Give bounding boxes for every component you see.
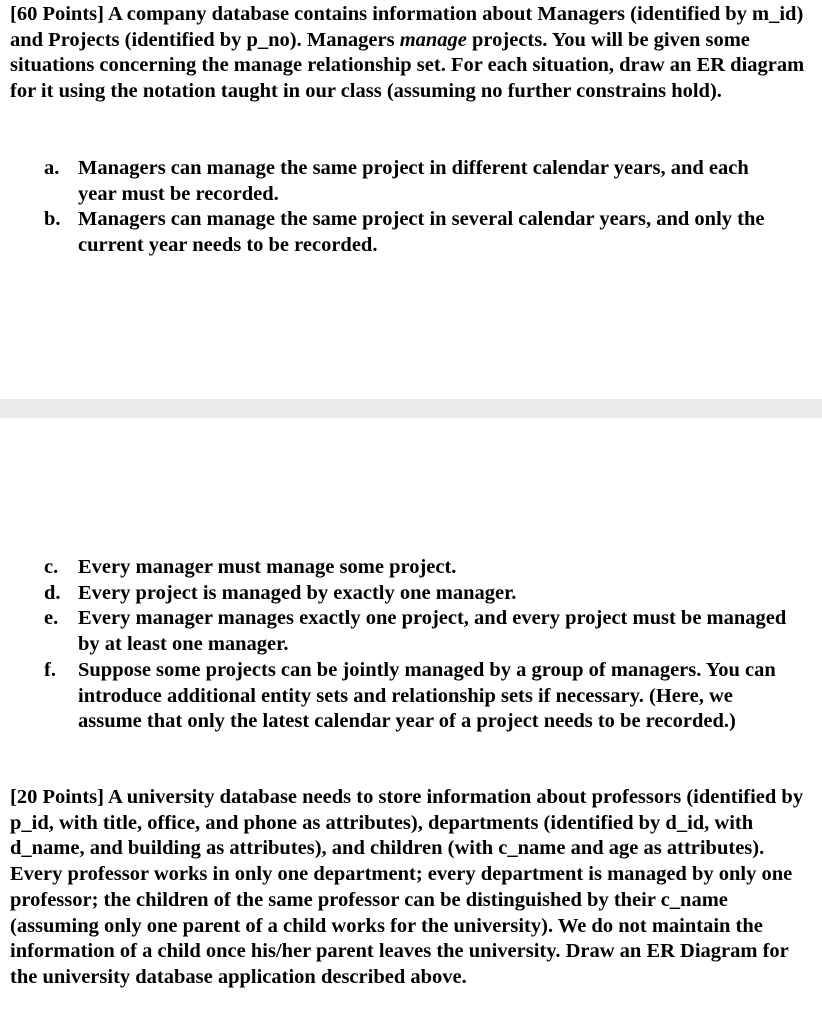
item-letter: f. <box>44 658 56 681</box>
item-text: Every project is managed by exactly one manager. <box>78 581 517 604</box>
question-1-text-before: [60 Points] A company database contains information about Managers (identified by m_id) and Projects (identified by p_no). Managers <box>10 3 804 51</box>
list-item <box>0 658 822 735</box>
list-item <box>0 555 822 581</box>
list-item <box>0 581 822 607</box>
item-letter: b. <box>44 208 61 231</box>
question-2-text: [20 Points] A university database needs to store information about professors (identified by p_id, with title, office, and phone as attributes), departments (identified by d_id, with d_name, and building as attributes), and children (with c_name and age as attributes). Every professor works in only one department; every department is managed by only one professor; the children of the same professor can be distinguished by their c_name (assuming only one parent of a child works for the university). We do not maintain the information of a child once his/her parent leaves the university. Draw an ER Diagram for the university database application described above. <box>10 786 804 988</box>
item-letter: e. <box>44 607 59 630</box>
item-letter: c. <box>44 556 59 578</box>
item-text: Suppose some projects can be jointly managed by a group of managers. You can introduce additional entity sets and relationship sets if necessary. (Here, we assume that only the latest calendar year of a project needs to be recorded.) <box>78 658 776 733</box>
list-item <box>0 606 822 657</box>
item-text: Every manager must manage some project. <box>78 556 457 578</box>
page-divider <box>0 399 822 418</box>
question-1-situations-part-2 <box>0 555 822 735</box>
item-letter: a. <box>44 157 60 179</box>
list-item <box>0 207 822 258</box>
item-text: Every manager manages exactly one project, and every project must be managed by at least one manager. <box>78 607 787 656</box>
question-1-intro <box>10 2 816 105</box>
item-text: Managers can manage the same project in several calendar years, and only the current year needs to be recorded. <box>78 208 765 257</box>
list-item <box>0 156 822 207</box>
question-1-text-after: projects. You will be given some situations concerning the manage relationship set. For each situation, draw an ER diagram for it using the notation taught in our class (assuming no further constrains hold). <box>10 28 805 103</box>
question-1-situations-part-1 <box>0 156 822 259</box>
item-letter: d. <box>44 581 61 604</box>
question-1-emphasis: manage <box>399 28 467 51</box>
item-text: Managers can manage the same project in different calendar years, and each year must be recorded. <box>78 157 749 205</box>
